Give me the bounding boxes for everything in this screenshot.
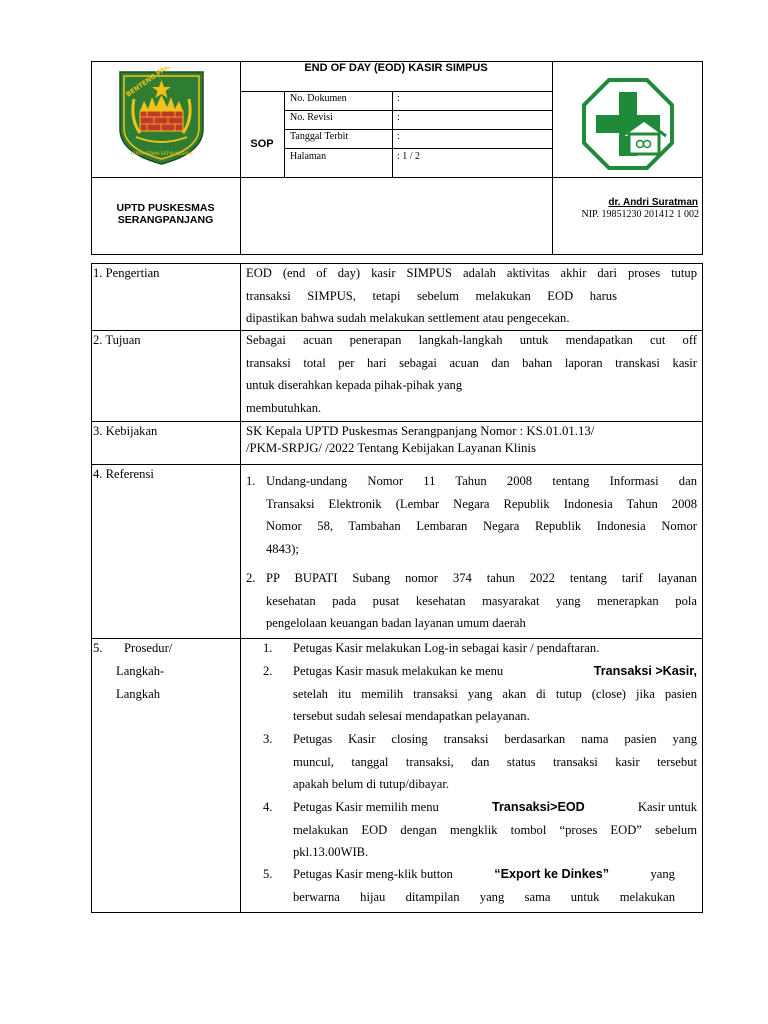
kebijakan-text: SK Kepala UPTD Puskesmas Serangpanjang Nomor : KS.01.01.13/ /PKM-SRPJG/ /2022 Tentang Kebijakan Layanan Klinis [246, 424, 595, 455]
regional-emblem-logo [114, 67, 209, 167]
step-num-1: 1. [263, 641, 273, 655]
divider [392, 91, 393, 177]
field-value-halaman: : 1 / 2 [397, 151, 421, 162]
divider [240, 91, 552, 92]
sop-label: SOP [250, 138, 274, 150]
field-label-halaman: Halaman [290, 151, 327, 162]
divider [284, 148, 552, 149]
field-label-tanggal-terbit: Tanggal Terbit [290, 131, 349, 142]
step-num-2: 2. [263, 664, 273, 678]
referensi-num-1: 1. [246, 474, 256, 488]
divider [240, 263, 241, 913]
document-title: END OF DAY (EOD) KASIR SIMPUS [304, 62, 488, 74]
step-2-text: Petugas Kasir masuk melakukan ke menu Transaksi >Kasir, setelah itu memilih transaksi yang akan di tutup (close) jika pasien tersebut sudah selesai mendapatkan pelayanan. [293, 664, 697, 724]
section-label-langkah-1: Langkah- [116, 664, 165, 678]
step-3-text: Petugas Kasir closing transaksi berdasarkan nama pasien yang muncul, tanggal transaksi, dan status transaksi kasir tersebut apakah belum di tutup/dibayar. [293, 732, 697, 792]
divider [284, 110, 552, 111]
section-label-pengertian: 1. Pengertian [93, 266, 160, 280]
section-label-prosedur: Prosedur/ [124, 641, 173, 655]
org-name-line1: UPTD PUSKESMAS [116, 202, 215, 214]
step-1-text: Petugas Kasir melakukan Log-in sebagai kasir / pendaftaran. [293, 641, 600, 655]
pengertian-text: EOD (end of day) kasir SIMPUS adalah aktivitas akhir dari proses tutup transaksi SIMPUS, tetapi sebelum melakukan EOD harus dipastikan bahwa sudah melakukan settlement atau pengecekan. [246, 266, 697, 326]
divider [91, 177, 703, 178]
section-label-kebijakan: 3. Kebijakan [93, 424, 158, 438]
org-name-line2: SERANGPANJANG [117, 214, 214, 226]
referensi-num-2: 2. [246, 571, 256, 585]
step-4-text: Petugas Kasir memilih menu Transaksi>EOD Kasir untuk melakukan EOD dengan mengklik tombol “proses EOD” sebelum pkl.13.00WIB. [293, 800, 697, 860]
divider [91, 421, 703, 422]
step-5-text: Petugas Kasir meng-klik button “Export ke Dinkes” yang berwarna hijau ditampilan yang sama untuk melakukan [293, 867, 675, 904]
field-value-no-dokumen: : [397, 93, 400, 104]
divider [284, 91, 285, 177]
field-label-no-revisi: No. Revisi [290, 112, 333, 123]
section-label-prosedur-num: 5. [93, 641, 103, 655]
step-num-5: 5. [263, 867, 273, 881]
section-label-referensi: 4. Referensi [93, 467, 154, 481]
puskesmas-logo [582, 78, 674, 170]
field-value-tanggal-terbit: : [397, 131, 400, 142]
section-label-langkah-2: Langkah [116, 687, 161, 701]
field-value-no-revisi: : [397, 112, 400, 123]
divider [91, 464, 703, 465]
referensi-item-1: Undang-undang Nomor 11 Tahun 2008 tentang Informasi dan Transaksi Elektronik (Lembar Negara Republik Indonesia Tahun 2008 Nomor 58, Tambahan Lembaran Negara Republik Indonesia Nomor 4843); [266, 474, 697, 556]
divider [552, 61, 553, 255]
divider [284, 129, 552, 130]
emblem-text-bottom: KARYA UTAMA SATYA NEGARA [130, 151, 193, 156]
step-num-4: 4. [263, 800, 273, 814]
signer-nip: NIP. 19851230 201412 1 002 [581, 209, 699, 220]
field-label-no-dokumen: No. Dokumen [290, 93, 347, 104]
step-num-3: 3. [263, 732, 273, 746]
signer-name: dr. Andri Suratman [608, 197, 698, 208]
referensi-item-2: PP BUPATI Subang nomor 374 tahun 2022 tentang tarif layanan kesehatan pada pusat kesehatan masyarakat yang menerapkan pola pengelolaan keuangan badan layanan umum daerah [266, 571, 697, 631]
section-label-tujuan: 2. Tujuan [93, 333, 141, 347]
tujuan-text: Sebagai acuan penerapan langkah-langkah untuk mendapatkan cut off transaksi total per hari sebagai acuan dan bahan laporan transkasi kasir untuk diserahkan kepada pihak-pihak yang membutuhkan. [246, 333, 697, 415]
